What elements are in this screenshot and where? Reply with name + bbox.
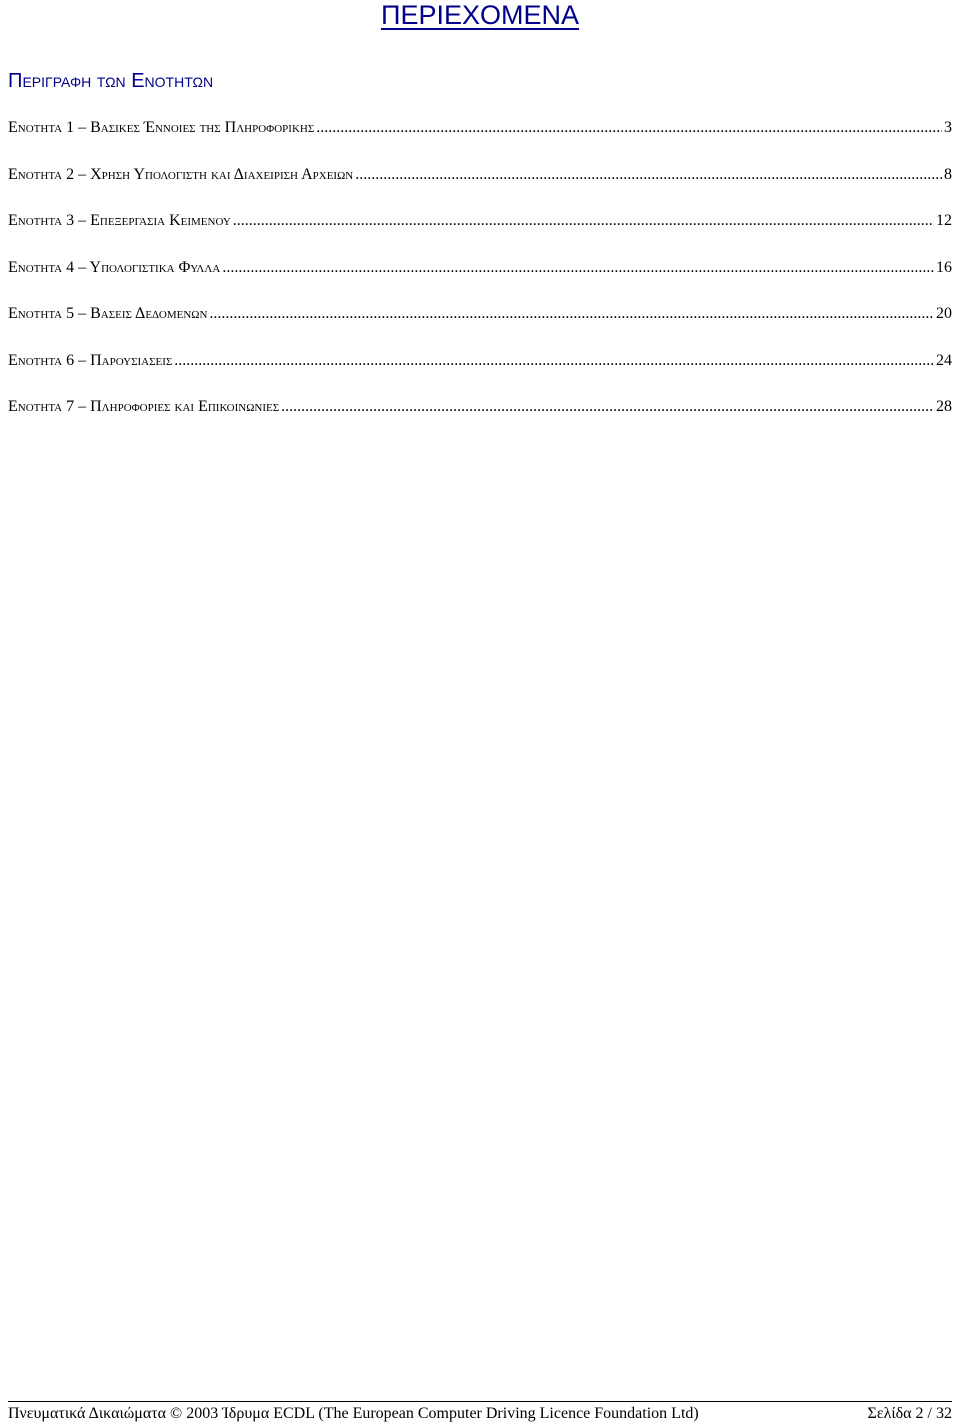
toc-entry-page: 3: [944, 119, 952, 136]
toc-entry-page: 16: [936, 258, 952, 276]
footer-copyright: Πνευματικά Δικαιώματα © 2003 Ίδρυμα ECDL (The European Computer Driving Licence Foundation Ltd): [8, 1405, 699, 1422]
toc-entry-label: Ενοτητα 2 – Χρηση Υπολογιστη και Διαχειριση Αρχειων: [8, 165, 354, 183]
toc-dot-leader: [281, 395, 934, 419]
toc-dot-leader: [355, 163, 942, 187]
toc-entry-page: 28: [936, 398, 952, 415]
footer-divider: [8, 1401, 952, 1402]
toc-entry-page: 20: [936, 305, 952, 322]
toc-entry-3[interactable]: [8, 209, 952, 256]
toc-dot-leader: [209, 302, 934, 326]
section-heading: Περιγραφη των Ενοτητων: [8, 70, 214, 92]
table-of-contents: [8, 116, 952, 442]
toc-dot-leader: [222, 256, 934, 280]
toc-entry-2[interactable]: [8, 163, 952, 210]
toc-entry-label: Ενοτητα 7 – Πληροφοριες και Επικοινωνιες: [8, 398, 280, 415]
toc-dot-leader: [233, 209, 934, 233]
toc-entry-label: Ενοτητα 4 – Υπολογιστικα Φυλλα: [8, 258, 221, 276]
toc-entry-page: 24: [936, 351, 952, 369]
toc-entry-page: 12: [936, 212, 952, 229]
toc-entry-page: 8: [944, 165, 952, 183]
toc-dot-leader: [174, 349, 934, 373]
toc-dot-leader: [316, 116, 942, 140]
toc-entry-label: Ενοτητα 5 – Βασεις Δεδομενων: [8, 305, 208, 322]
toc-entry-7[interactable]: [8, 395, 952, 442]
document-title: ΠΕΡΙΕΧΟΜΕΝΑ: [380, 0, 580, 30]
toc-entry-6[interactable]: [8, 349, 952, 396]
footer-page-number: Σελίδα 2 / 32: [867, 1405, 952, 1422]
toc-entry-1[interactable]: [8, 116, 952, 163]
toc-entry-5[interactable]: [8, 302, 952, 349]
toc-entry-label: Ενοτητα 1 – Βασικες Έννοιες της Πληροφορικης: [8, 119, 315, 136]
toc-entry-4[interactable]: [8, 256, 952, 303]
toc-entry-label: Ενοτητα 3 – Επεξεργασια Κειμενου: [8, 212, 231, 229]
page-footer: [8, 1404, 952, 1424]
toc-entry-label: Ενοτητα 6 – Παρουσιασεις: [8, 351, 173, 369]
